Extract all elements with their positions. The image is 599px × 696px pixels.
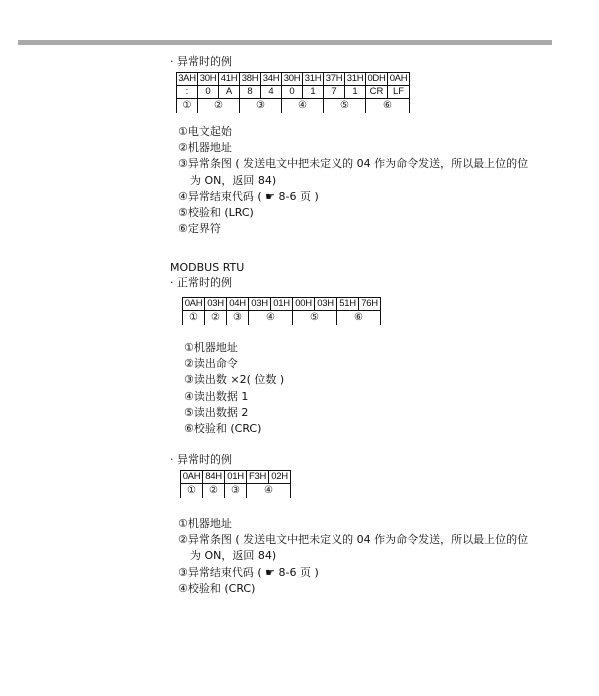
group-cell: ⑥ (366, 99, 410, 114)
group-cell: ④ (247, 484, 291, 499)
hex-cell: 30H (282, 73, 303, 86)
desc-line-text: ④异常结束代码 ( (178, 189, 262, 203)
hex-cell: 41H (219, 73, 240, 86)
hex-cell: F3H (247, 471, 269, 484)
hex-cell: 0AH (183, 298, 205, 311)
desc-line: ②机器地址 (178, 141, 232, 155)
group-cell: ③ (227, 311, 249, 326)
ascii-cell: 0 (282, 86, 303, 99)
desc-line: ⑥定界符 (178, 222, 221, 236)
hex-cell: 00H (293, 298, 315, 311)
rtu-error-heading: · 异常时的例 (170, 453, 232, 466)
hex-cell: 30H (198, 73, 219, 86)
ascii-cell: 8 (240, 86, 261, 99)
hex-cell: 31H (345, 73, 366, 86)
pointing-hand-icon: ☛ (265, 189, 276, 203)
desc-line: ①电文起始 (178, 125, 232, 138)
hex-cell: 02H (269, 471, 291, 484)
hex-cell: 03H (249, 298, 271, 311)
hex-cell: 03H (205, 298, 227, 311)
ascii-cell: LF (388, 86, 410, 99)
section-title: MODBUS RTU (170, 261, 245, 274)
hex-cell: 34H (261, 73, 282, 86)
group-row (177, 99, 410, 114)
desc-line: ⑥校验和 (CRC) (184, 422, 262, 436)
hex-cell: 31H (303, 73, 324, 86)
hex-cell: 01H (225, 471, 247, 484)
desc-line: ⑤校验和 (LRC) (178, 206, 254, 220)
desc-line (178, 565, 528, 581)
ascii-cell: A (219, 86, 240, 99)
page-reference-link[interactable]: 8-6 页 ) (278, 189, 319, 203)
group-cell: ③ (240, 99, 282, 114)
ascii-cell: 0 (198, 86, 219, 99)
hex-cell: 38H (240, 73, 261, 86)
hex-cell: 01H (271, 298, 293, 311)
ascii-cell: 1 (345, 86, 366, 99)
desc-line: 为 ON，返回 84) (190, 549, 277, 563)
ascii-cell: : (177, 86, 198, 99)
group-cell: ⑤ (293, 311, 337, 326)
hex-cell: 84H (203, 471, 225, 484)
hex-cell: 3AH (178, 73, 196, 84)
rtu-error-description (178, 516, 528, 597)
hex-cell: 0AH (388, 73, 410, 86)
hex-cell: 0DH (367, 73, 386, 84)
desc-line: ①机器地址 (184, 341, 238, 354)
group-cell: ④ (249, 311, 293, 326)
rtu-normal-heading: · 正常时的例 (170, 276, 232, 289)
group-row (183, 311, 381, 326)
hex-cell: 03H (315, 298, 337, 311)
ascii-row (177, 86, 410, 99)
ascii-cell: 1 (303, 86, 324, 99)
pointing-hand-icon: ☛ (265, 565, 276, 579)
ascii-error-frame-table (176, 72, 410, 113)
top-divider-bar (18, 40, 552, 45)
hex-cell: 04H (227, 298, 249, 311)
group-cell: ① (177, 99, 198, 114)
desc-line: ④校验和 (CRC) (178, 581, 256, 595)
group-cell: ② (203, 484, 225, 499)
hex-cell: 0AH (181, 471, 203, 484)
desc-line: 为 ON，返回 84) (190, 173, 277, 187)
hex-cell: 76H (359, 298, 381, 311)
ascii-cell: 7 (324, 86, 345, 99)
page-reference-link[interactable]: 8-6 页 ) (278, 565, 319, 579)
desc-line: ③读出数 ×2( 位数 ) (184, 373, 285, 387)
group-cell: ① (183, 311, 205, 326)
group-cell: ③ (225, 484, 247, 499)
desc-line: ⑤读出数据 2 (184, 405, 249, 419)
ascii-error-heading: · 异常时的例 (170, 55, 232, 68)
hex-cell: 37H (324, 73, 345, 86)
group-cell: ⑥ (337, 311, 381, 326)
hex-row (181, 471, 291, 484)
desc-line: ①机器地址 (178, 517, 232, 530)
desc-line: ④读出数据 1 (184, 389, 249, 403)
group-cell: ④ (282, 99, 324, 114)
hex-cell: 51H (337, 298, 359, 311)
group-cell: ② (205, 311, 227, 326)
group-row (181, 484, 291, 499)
group-cell: ⑤ (324, 99, 366, 114)
desc-line: ③异常条图 ( 发送电文中把未定义的 04 作为命令发送，所以最上位的位 (178, 157, 529, 171)
group-cell: ① (181, 484, 203, 499)
ascii-cell: 4 (261, 86, 282, 99)
desc-line: ②读出命令 (184, 357, 238, 371)
rtu-normal-frame-table (182, 297, 381, 325)
ascii-cell: CR (366, 86, 388, 99)
desc-line-text: ③异常结束代码 ( (178, 565, 262, 579)
group-cell: ② (198, 99, 240, 114)
desc-line (178, 189, 528, 205)
hex-row (177, 73, 410, 86)
hex-row (183, 298, 381, 311)
rtu-error-frame-table (180, 470, 291, 498)
desc-line: ②异常条图 ( 发送电文中把未定义的 04 作为命令发送，所以最上位的位 (178, 533, 529, 547)
ascii-error-description (178, 124, 528, 237)
rtu-normal-description (184, 340, 284, 437)
